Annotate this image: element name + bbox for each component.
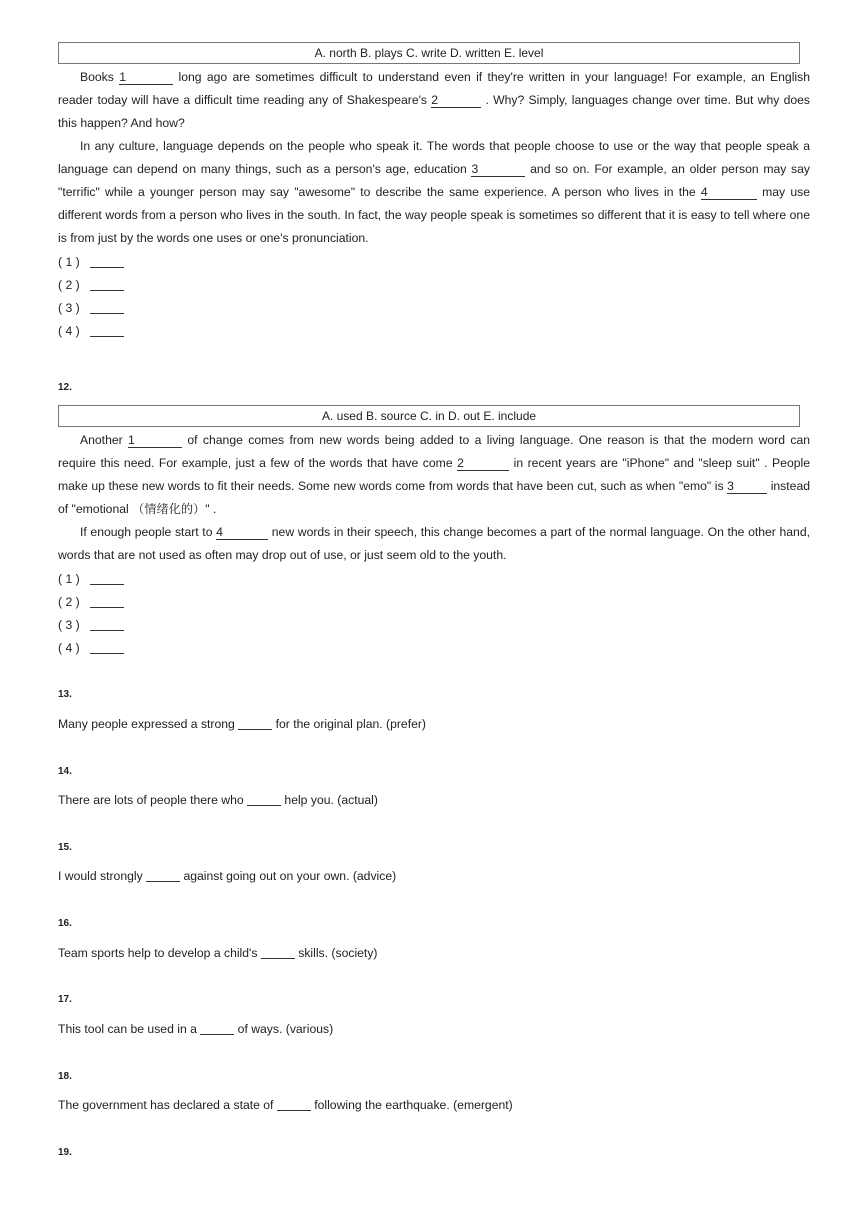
answer-blank[interactable]: [247, 805, 281, 806]
answer-blank[interactable]: [261, 958, 295, 959]
blank-11-3: 3: [471, 162, 525, 177]
question-number-18: 18.: [58, 1071, 72, 1082]
blank-11-1: 1: [119, 70, 173, 85]
question-number-14: 14.: [58, 766, 72, 777]
answer-blank[interactable]: [90, 336, 124, 337]
question-number-13: 13.: [58, 689, 72, 700]
answer-line-11-4[interactable]: ( 4 ): [58, 322, 124, 340]
options-text-11: A. north B. plays C. write D. written E. level: [314, 46, 544, 60]
question-text-14: There are lots of people there who help you. (actual): [58, 793, 378, 807]
options-text-12: A. used B. source C. in D. out E. include: [321, 409, 537, 423]
question-text-18: The government has declared a state of following the earthquake. (emergent): [58, 1098, 513, 1112]
blank-12-2: 2: [457, 456, 509, 471]
passage-paragraph-11-2: In any culture, language depends on the people who speak it. The words that people choose to use or the way that people speak a language can depend on many things, such as a person's age, education 3 and so on. For example, an older person may say "terrific" while a younger person may say "awesome" to describe the same experience. A person who lives in the 4 may use different words from a person who lives in the south. In fact, the way people speak is sometimes so different that it is easy to tell where one is from just by the words one uses or one's pronunciation.: [58, 139, 811, 245]
answer-blank[interactable]: [238, 729, 272, 730]
question-number-19: 19.: [58, 1147, 72, 1158]
question-number-17: 17.: [58, 994, 72, 1005]
question-text-13: Many people expressed a strong for the original plan. (prefer): [58, 717, 426, 731]
answer-line-11-2[interactable]: ( 2 ): [58, 276, 124, 294]
question-number-12: 12.: [58, 382, 72, 393]
question-number-15: 15.: [58, 842, 72, 853]
options-box-12: [58, 405, 800, 427]
answer-line-11-3[interactable]: ( 3 ): [58, 299, 124, 317]
answer-line-11-1[interactable]: ( 1 ): [58, 253, 124, 271]
answer-blank[interactable]: [90, 313, 124, 314]
answer-blank[interactable]: [90, 653, 124, 654]
blank-12-1: 1: [128, 433, 182, 448]
question-number-16: 16.: [58, 918, 72, 929]
answer-line-12-3[interactable]: ( 3 ): [58, 616, 124, 634]
answer-line-12-1[interactable]: ( 1 ): [58, 570, 124, 588]
question-text-15: I would strongly against going out on your own. (advice): [58, 869, 397, 883]
options-box-11: [58, 42, 800, 64]
question-text-17: This tool can be used in a of ways. (various): [58, 1022, 334, 1036]
answer-blank[interactable]: [90, 630, 124, 631]
blank-11-2: 2: [431, 93, 481, 108]
blank-11-4: 4: [701, 185, 757, 200]
passage-paragraph-11-1: Books 1 long ago are sometimes difficult to understand even if they're written in your language! For example, an English reader today will have a difficult time reading any of Shakespeare's 2 . Why? Simply, languages change over time. But why does this happen? And how?: [58, 70, 810, 130]
answer-line-12-4[interactable]: ( 4 ): [58, 639, 124, 657]
answer-blank[interactable]: [90, 290, 124, 291]
blank-12-4: 4: [216, 525, 268, 540]
passage-paragraph-12-2: If enough people start to 4 new words in their speech, this change becomes a part of the normal language. On the other hand, words that are not used as often may drop out of use, or just seem old to the youth.: [58, 525, 810, 562]
passage-paragraph-12-1: Another 1 of change comes from new words being added to a living language. One reason is that the modern word can require this need. For example, just a few of the words that have come 2 in recent years are "iPhone" and "sleep suit" . People make up these new words to fit their needs. Some new words come from words that have been cut, such as when "emo" is 3 instead of "emotional （情绪化的）" .: [58, 433, 810, 516]
answer-blank[interactable]: [146, 881, 180, 882]
question-text-16: Team sports help to develop a child's skills. (society): [58, 946, 378, 960]
answer-blank[interactable]: [90, 267, 124, 268]
blank-12-3: 3: [727, 479, 767, 494]
answer-blank[interactable]: [277, 1110, 311, 1111]
answer-blank[interactable]: [200, 1034, 234, 1035]
answer-blank[interactable]: [90, 584, 124, 585]
answer-blank[interactable]: [90, 607, 124, 608]
answer-line-12-2[interactable]: ( 2 ): [58, 593, 124, 611]
